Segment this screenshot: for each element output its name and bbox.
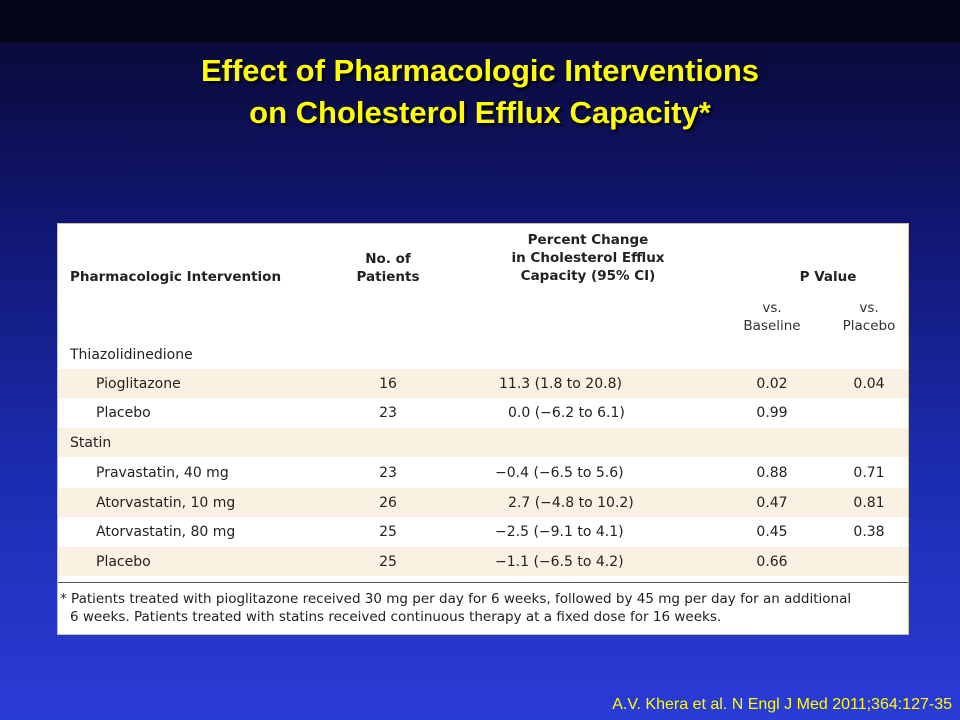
slide-title-line2: on Cholesterol Efflux Capacity*: [249, 95, 711, 130]
footnote-line1: * Patients treated with pioglitazone received 30 mg per day for 6 weeks, followed by 45 mg per day for an additional: [60, 591, 852, 607]
header-patients-line2: Patients: [356, 269, 420, 285]
group-label: Thiazolidinedione: [70, 347, 193, 363]
p-vs-placebo: 0.81: [853, 495, 885, 511]
p-vs-placebo: 0.04: [853, 376, 885, 392]
header-patients: [348, 250, 428, 286]
percent-change: 11.3 (1.8 to 20.8): [499, 376, 622, 392]
table-divider: [58, 582, 908, 583]
table-footnote: [58, 590, 908, 626]
p-vs-baseline: 0.45: [756, 524, 788, 540]
slide-title: [0, 50, 960, 134]
p-vs-baseline: 0.66: [756, 554, 788, 570]
results-table: [57, 223, 909, 635]
subheader-vs-placebo: [829, 299, 909, 335]
header-percent-change-line2: in Cholesterol Efflux: [511, 250, 665, 266]
group-row-statin: [58, 428, 908, 457]
p-vs-baseline: 0.02: [756, 376, 788, 392]
header-p-value: P Value: [799, 269, 857, 285]
patients-count: 25: [379, 524, 397, 540]
p-vs-placebo: 0.71: [853, 465, 885, 481]
subheader-vs-baseline-line1: vs.: [762, 300, 782, 316]
table-row: [58, 369, 908, 398]
table-row: [58, 458, 908, 487]
table-row: [58, 398, 908, 427]
percent-change: 2.7 (−4.8 to 10.2): [508, 495, 634, 511]
intervention-name: Placebo: [96, 554, 151, 570]
percent-change: −0.4 (−6.5 to 5.6): [495, 465, 624, 481]
top-band: [0, 0, 960, 42]
intervention-name: Pioglitazone: [96, 376, 181, 392]
percent-change: −2.5 (−9.1 to 4.1): [495, 524, 624, 540]
citation: A.V. Khera et al. N Engl J Med 2011;364:127-35: [612, 696, 952, 713]
patients-count: 23: [379, 405, 397, 421]
header-patients-line1: No. of: [365, 251, 411, 267]
footnote-line2: 6 weeks. Patients treated with statins received continuous therapy at a fixed dose for 16 weeks.: [70, 609, 722, 625]
header-percent-change-line3: Capacity (95% CI): [520, 268, 656, 284]
intervention-name: Pravastatin, 40 mg: [96, 465, 229, 481]
subheader-vs-placebo-line2: Placebo: [842, 318, 896, 334]
percent-change: 0.0 (−6.2 to 6.1): [508, 405, 625, 421]
group-row-thiazolidinedione: [58, 340, 908, 369]
header-intervention: Pharmacologic Intervention: [70, 269, 282, 285]
patients-count: 16: [379, 376, 397, 392]
header-percent-change: [488, 231, 688, 285]
patients-count: 26: [379, 495, 397, 511]
p-vs-baseline: 0.47: [756, 495, 788, 511]
intervention-name: Atorvastatin, 10 mg: [96, 495, 236, 511]
table-row: [58, 488, 908, 517]
intervention-name: Placebo: [96, 405, 151, 421]
p-vs-baseline: 0.99: [756, 405, 788, 421]
slide-title-line1: Effect of Pharmacologic Interventions: [200, 53, 760, 88]
table-row: [58, 517, 908, 546]
subheader-vs-baseline-line2: Baseline: [743, 318, 801, 334]
subheader-vs-baseline: [732, 299, 812, 335]
patients-count: 25: [379, 554, 397, 570]
patients-count: 23: [379, 465, 397, 481]
header-percent-change-line1: Percent Change: [527, 232, 649, 248]
subheader-vs-placebo-line1: vs.: [859, 300, 879, 316]
intervention-name: Atorvastatin, 80 mg: [96, 524, 236, 540]
p-vs-baseline: 0.88: [756, 465, 788, 481]
table-row: [58, 547, 908, 576]
group-label: Statin: [70, 435, 112, 451]
percent-change: −1.1 (−6.5 to 4.2): [495, 554, 624, 570]
p-vs-placebo: 0.38: [853, 524, 885, 540]
